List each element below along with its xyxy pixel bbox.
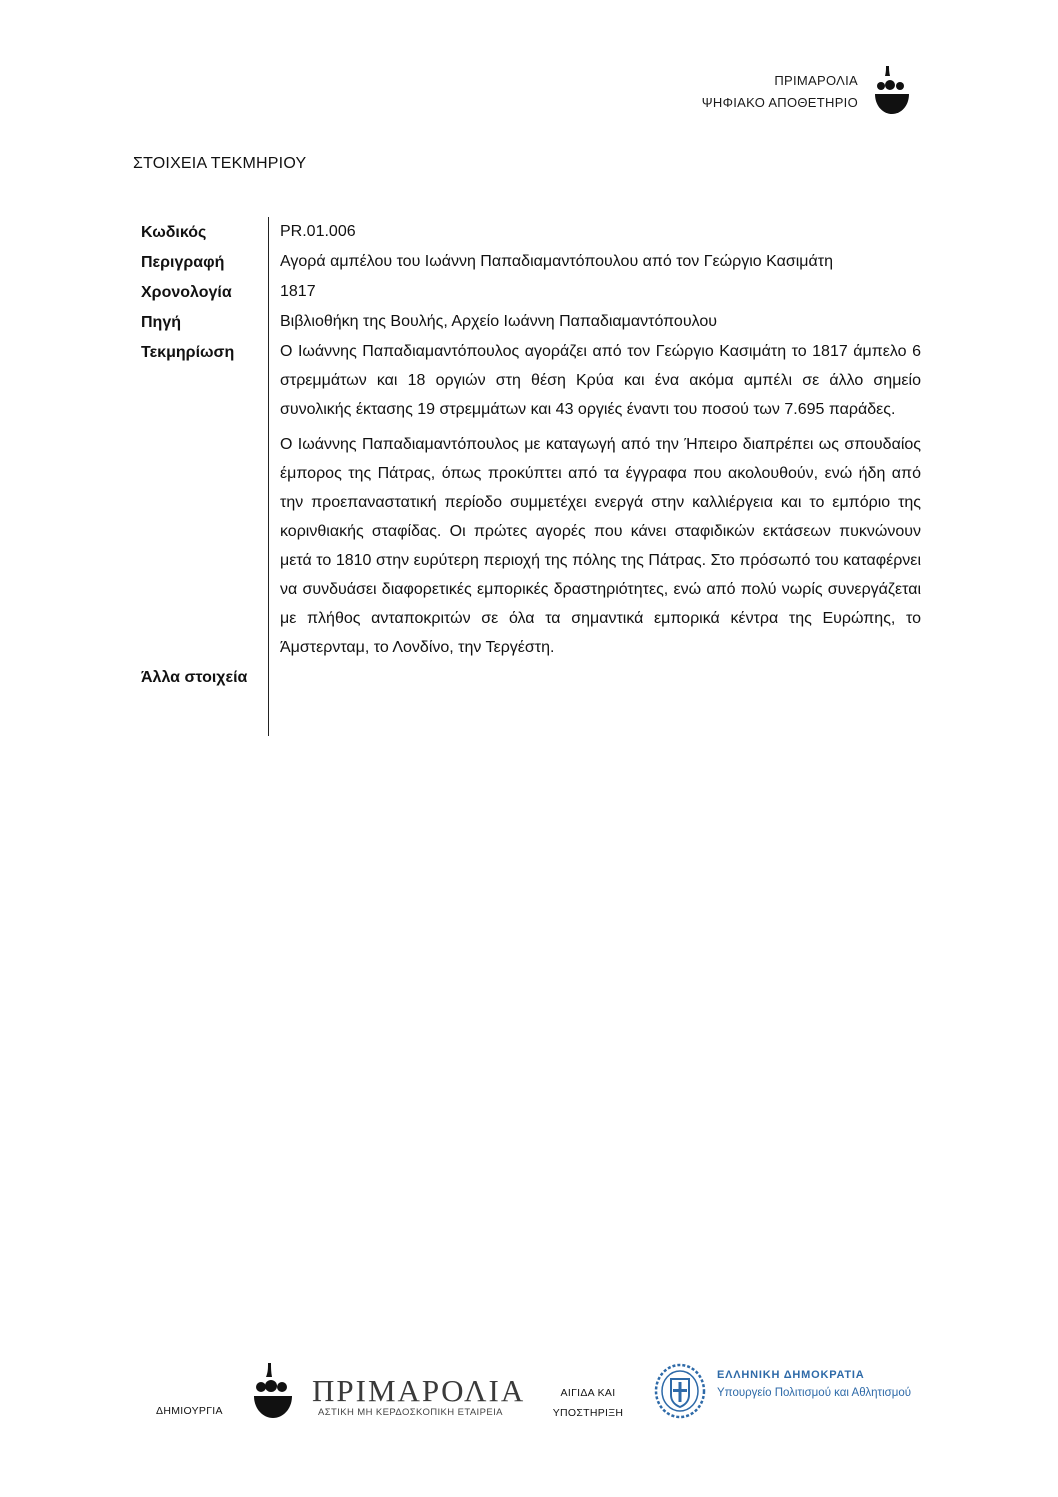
field-value-other <box>268 662 921 736</box>
field-value-date: 1817 <box>268 277 921 307</box>
repository-header <box>702 70 858 114</box>
field-value-documentation <box>268 337 921 662</box>
field-row-source <box>141 307 921 337</box>
field-label-date: Χρονολογία <box>141 284 232 301</box>
hellenic-republic-seal-icon <box>654 1363 706 1419</box>
field-label-description: Περιγραφή <box>141 254 225 271</box>
field-label-documentation: Τεκμηρίωση <box>141 344 235 361</box>
header-repo-name: ΨΗΦΙΑΚΟ ΑΠΟΘΕΤΗΡΙΟ <box>701 95 858 110</box>
field-row-other <box>141 662 921 736</box>
field-row-documentation <box>141 337 921 662</box>
support-label-line: ΥΠΟΣΤΗΡΙΞΗ <box>552 1407 624 1419</box>
documentation-paragraph: Ο Ιωάννης Παπαδιαμαντόπουλος αγοράζει από τον Γεώργιο Κασιμάτη το 1817 άμπελο 6 στρεμμάτων και 18 οργιών στη θέση Κρύα και ένα ακόμα αμπέλι σε άλλο σημείο συνολικής έκτασης 19 στρεμμάτων και 43 οργιές έναντι του ποσού των 7.695 παράδες. <box>280 343 921 418</box>
field-label-source: Πηγή <box>141 314 181 331</box>
field-value-description: Αγορά αμπέλου του Ιωάννη Παπαδιαμαντόπουλου από τον Γεώργιο Κασιμάτη <box>268 247 921 277</box>
gov-ministry: Υπουργείο Πολιτισμού και Αθλητισμού <box>717 1387 912 1399</box>
field-label-code: Κωδικός <box>141 224 207 241</box>
field-value-code: PR.01.006 <box>268 217 921 247</box>
primarolia-logo-icon <box>873 64 913 116</box>
footer-logos <box>0 1355 1058 1445</box>
brand-name: ΠΡΙΜΑΡΟΛΙΑ <box>312 1373 526 1408</box>
field-row-date <box>141 277 921 307</box>
support-label-line: ΑΙΓΙΔΑ ΚΑΙ <box>560 1387 616 1399</box>
metadata-table <box>141 217 921 736</box>
gov-title: ΕΛΛΗΝΙΚΗ ΔΗΜΟΚΡΑΤΙΑ <box>717 1369 865 1381</box>
brand-subtitle: ΑΣΤΙΚΗ ΜΗ ΚΕΡΔΟΣΚΟΠΙΚΗ ΕΤΑΙΡΕΙΑ <box>318 1407 503 1418</box>
field-label-other: Άλλα στοιχεία <box>141 669 248 686</box>
primarolia-logo-icon <box>253 1363 293 1419</box>
support-label <box>548 1383 628 1423</box>
field-value-source: Βιβλιοθήκη της Βουλής, Αρχείο Ιωάννη Παπαδιαμαντόπουλου <box>268 307 921 337</box>
documentation-paragraph: Ο Ιωάννης Παπαδιαμαντόπουλος με καταγωγή από την Ήπειρο διαπρέπει ως σπουδαίος έμπορος της Πάτρας, όπως προκύπτει από τα έγγραφα που ακολουθούν, ενώ ήδη από την προεπαναστατική περίοδο συμμετέχει ενεργά στην καλλιέργεια και το εμπόριο της κορινθιακής σταφίδας. Οι πρώτες αγορές που κάνει σταφιδικών εκτάσεων πυκνώνουν μετά το 1810 στην ευρύτερη περιοχή της πόλης της Πάτρας. Στο πρόσωπό του καταφέρνει να συνδυάσει διαφορετικές εμπορικές δραστηριότητες, ενώ από πολύ νωρίς συνεργάζεται με πλήθος ανταποκριτών σε όλα τα σημαντικά εμπορικά κέντρα της Ευρώπης, το Άμστερνταμ, το Λονδίνο, την Τεργέστη. <box>280 436 921 656</box>
header-org-name: ΠΡΙΜΑΡΟΛΙΑ <box>774 73 858 88</box>
section-title: ΣΤΟΙΧΕΙΑ ΤΕΚΜΗΡΙΟΥ <box>133 155 307 172</box>
field-row-description <box>141 247 921 277</box>
field-row-code <box>141 217 921 247</box>
created-by-label: ΔΗΜΙΟΥΡΓΙΑ <box>156 1405 223 1417</box>
